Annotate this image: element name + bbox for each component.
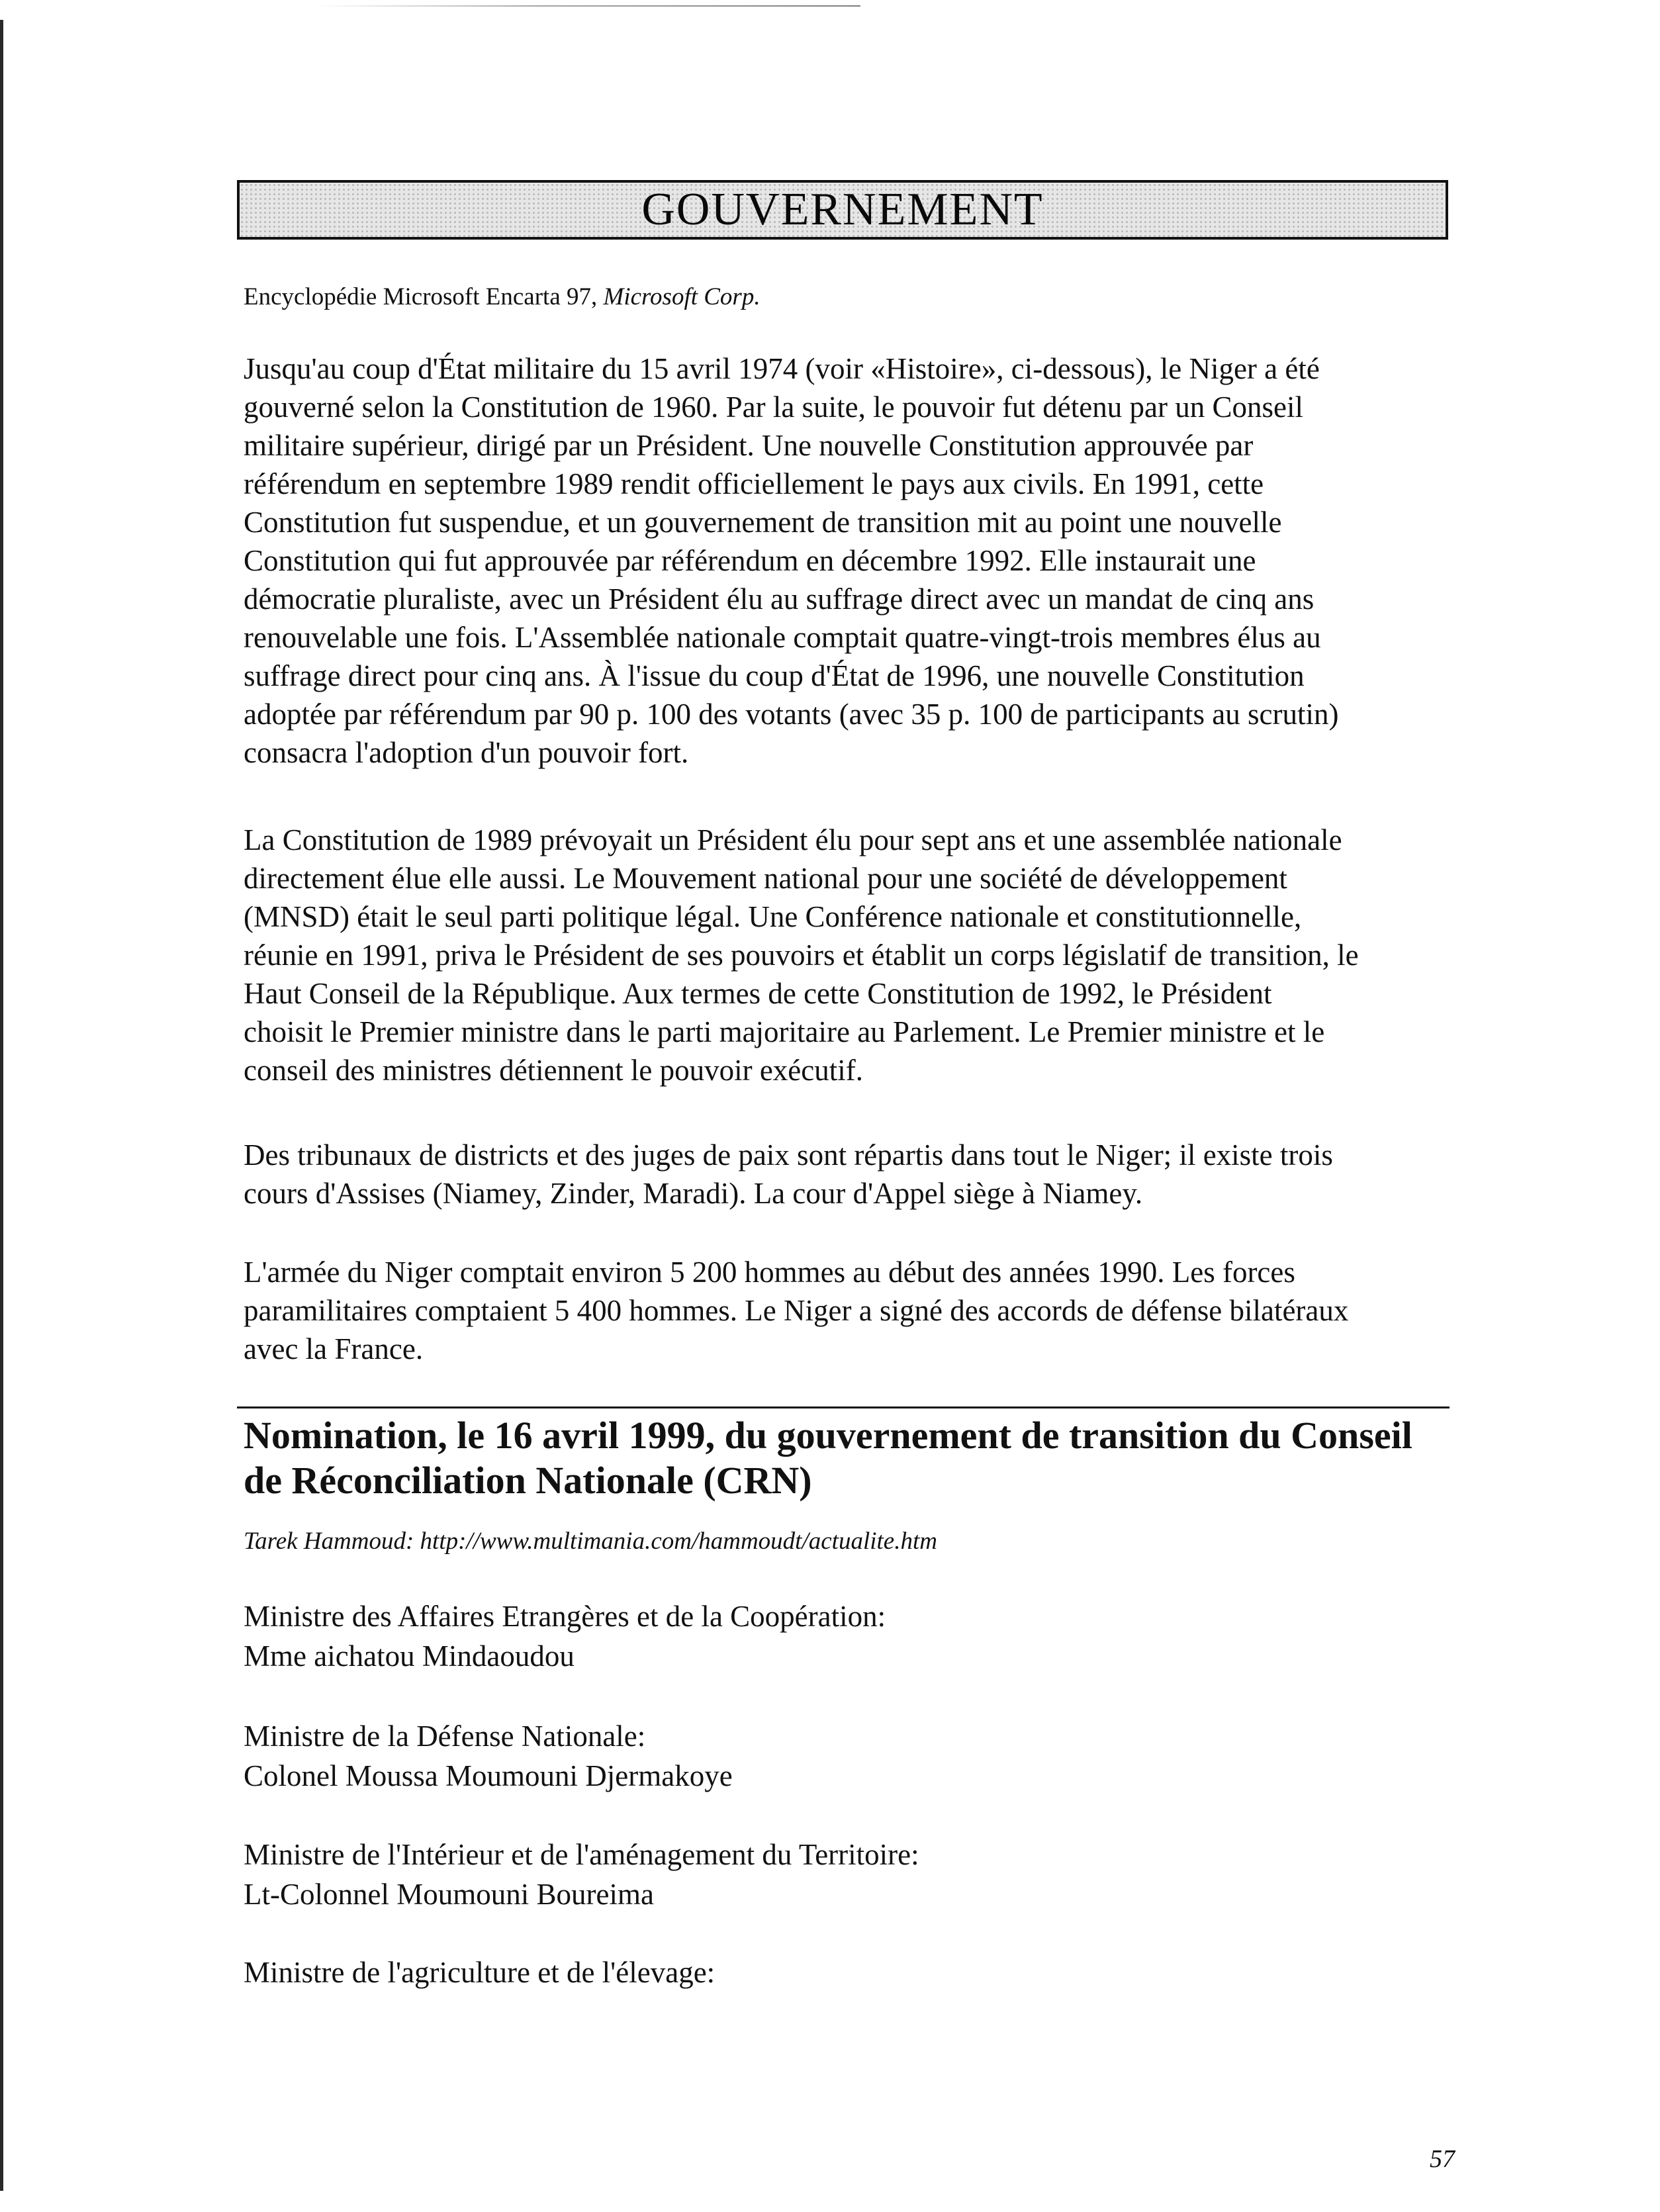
scan-artifact-line (318, 5, 860, 7)
paragraph-line: Haut Conseil de la République. Aux termes de cette Constitution de 1992, le Président (244, 977, 1272, 1010)
minister-entry (244, 1716, 733, 1796)
minister-name: Lt-Colonnel Moumouni Boureima (244, 1878, 654, 1911)
paragraph-constitution (244, 821, 1448, 1089)
paragraph-army (244, 1253, 1448, 1368)
paragraph-line: choisit le Premier ministre dans le parti majoritaire au Parlement. Le Premier ministre et le (244, 1015, 1325, 1048)
paragraph-line: avec la France. (244, 1332, 424, 1365)
minister-entry (244, 1953, 715, 1992)
paragraph-line: L'armée du Niger comptait environ 5 200 hommes au début des années 1990. Les forces (244, 1256, 1295, 1289)
paragraph-line: consacra l'adoption d'un pouvoir fort. (244, 736, 689, 769)
paragraph-line: référendum en septembre 1989 rendit officiellement le pays aux civils. En 1991, cette (244, 467, 1264, 500)
paragraph-history (244, 349, 1448, 772)
section-heading-line: de Réconciliation Nationale (CRN) (244, 1459, 812, 1502)
paragraph-line: renouvelable une fois. L'Assemblée nationale comptait quatre-vingt-trois membres élus au (244, 621, 1321, 654)
paragraph-line: conseil des ministres détiennent le pouvoir exécutif. (244, 1054, 863, 1087)
section-banner-title: GOUVERNEMENT (641, 184, 1044, 235)
minister-role: Ministre des Affaires Etrangères et de la Coopération: (244, 1600, 886, 1633)
minister-name: Mme aichatou Mindaoudou (244, 1639, 575, 1673)
minister-entry (244, 1835, 919, 1914)
source-citation-italic: Microsoft Corp. (603, 283, 761, 310)
paragraph-line: Jusqu'au coup d'État militaire du 15 avril 1974 (voir «Histoire», ci-dessous), le Niger a été (244, 352, 1320, 385)
paragraph-line: (MNSD) était le seul parti politique légal. Une Conférence nationale et constitutionnelle, (244, 900, 1302, 933)
paragraph-line: adoptée par référendum par 90 p. 100 des votants (avec 35 p. 100 de participants au scrutin) (244, 698, 1339, 731)
paragraph-line: réunie en 1991, priva le Président de ses pouvoirs et établit un corps législatif de transition, le (244, 939, 1359, 972)
paragraph-line: cours d'Assises (Niamey, Zinder, Maradi). La cour d'Appel siège à Niamey. (244, 1177, 1143, 1210)
minister-entry (244, 1596, 886, 1676)
paragraph-line: Des tribunaux de districts et des juges de paix sont répartis dans tout le Niger; il existe trois (244, 1138, 1333, 1172)
paragraph-line: suffrage direct pour cinq ans. À l'issue du coup d'État de 1996, une nouvelle Constitution (244, 659, 1305, 692)
minister-name: Colonel Moussa Moumouni Djermakoye (244, 1759, 733, 1792)
paragraph-line: démocratie pluraliste, avec un Président élu au suffrage direct avec un mandat de cinq ans (244, 582, 1314, 616)
paragraph-line: directement élue elle aussi. Le Mouvement national pour une société de développement (244, 862, 1287, 895)
paragraph-line: militaire supérieur, dirigé par un Président. Une nouvelle Constitution approuvée par (244, 429, 1254, 462)
minister-role: Ministre de la Défense Nationale: (244, 1720, 646, 1753)
section-divider (237, 1406, 1450, 1408)
paragraph-line: paramilitaires comptaient 5 400 hommes. Le Niger a signé des accords de défense bilatéraux (244, 1294, 1349, 1327)
page-number: 57 (1430, 2145, 1455, 2173)
minister-role: Ministre de l'agriculture et de l'élevage: (244, 1956, 715, 1989)
page-edge-rule (0, 20, 3, 2191)
section-source-url: Tarek Hammoud: http://www.multimania.com/hammoudt/actualite.htm (244, 1528, 937, 1555)
paragraph-line: La Constitution de 1989 prévoyait un Président élu pour sept ans et une assemblée nationale (244, 823, 1342, 856)
paragraph-line: gouverné selon la Constitution de 1960. Par la suite, le pouvoir fut détenu par un Conseil (244, 391, 1303, 424)
section-banner (237, 180, 1448, 240)
paragraph-line: Constitution qui fut approuvée par référendum en décembre 1992. Elle instaurait une (244, 544, 1256, 577)
minister-role: Ministre de l'Intérieur et de l'aménagement du Territoire: (244, 1838, 919, 1871)
section-heading-line: Nomination, le 16 avril 1999, du gouvernement de transition du Conseil (244, 1414, 1412, 1457)
section-heading (244, 1413, 1412, 1503)
paragraph-justice (244, 1136, 1448, 1213)
source-citation-text: Encyclopédie Microsoft Encarta 97, (244, 283, 604, 310)
paragraph-line: Constitution fut suspendue, et un gouvernement de transition mit au point une nouvelle (244, 506, 1282, 539)
source-citation (244, 285, 761, 309)
